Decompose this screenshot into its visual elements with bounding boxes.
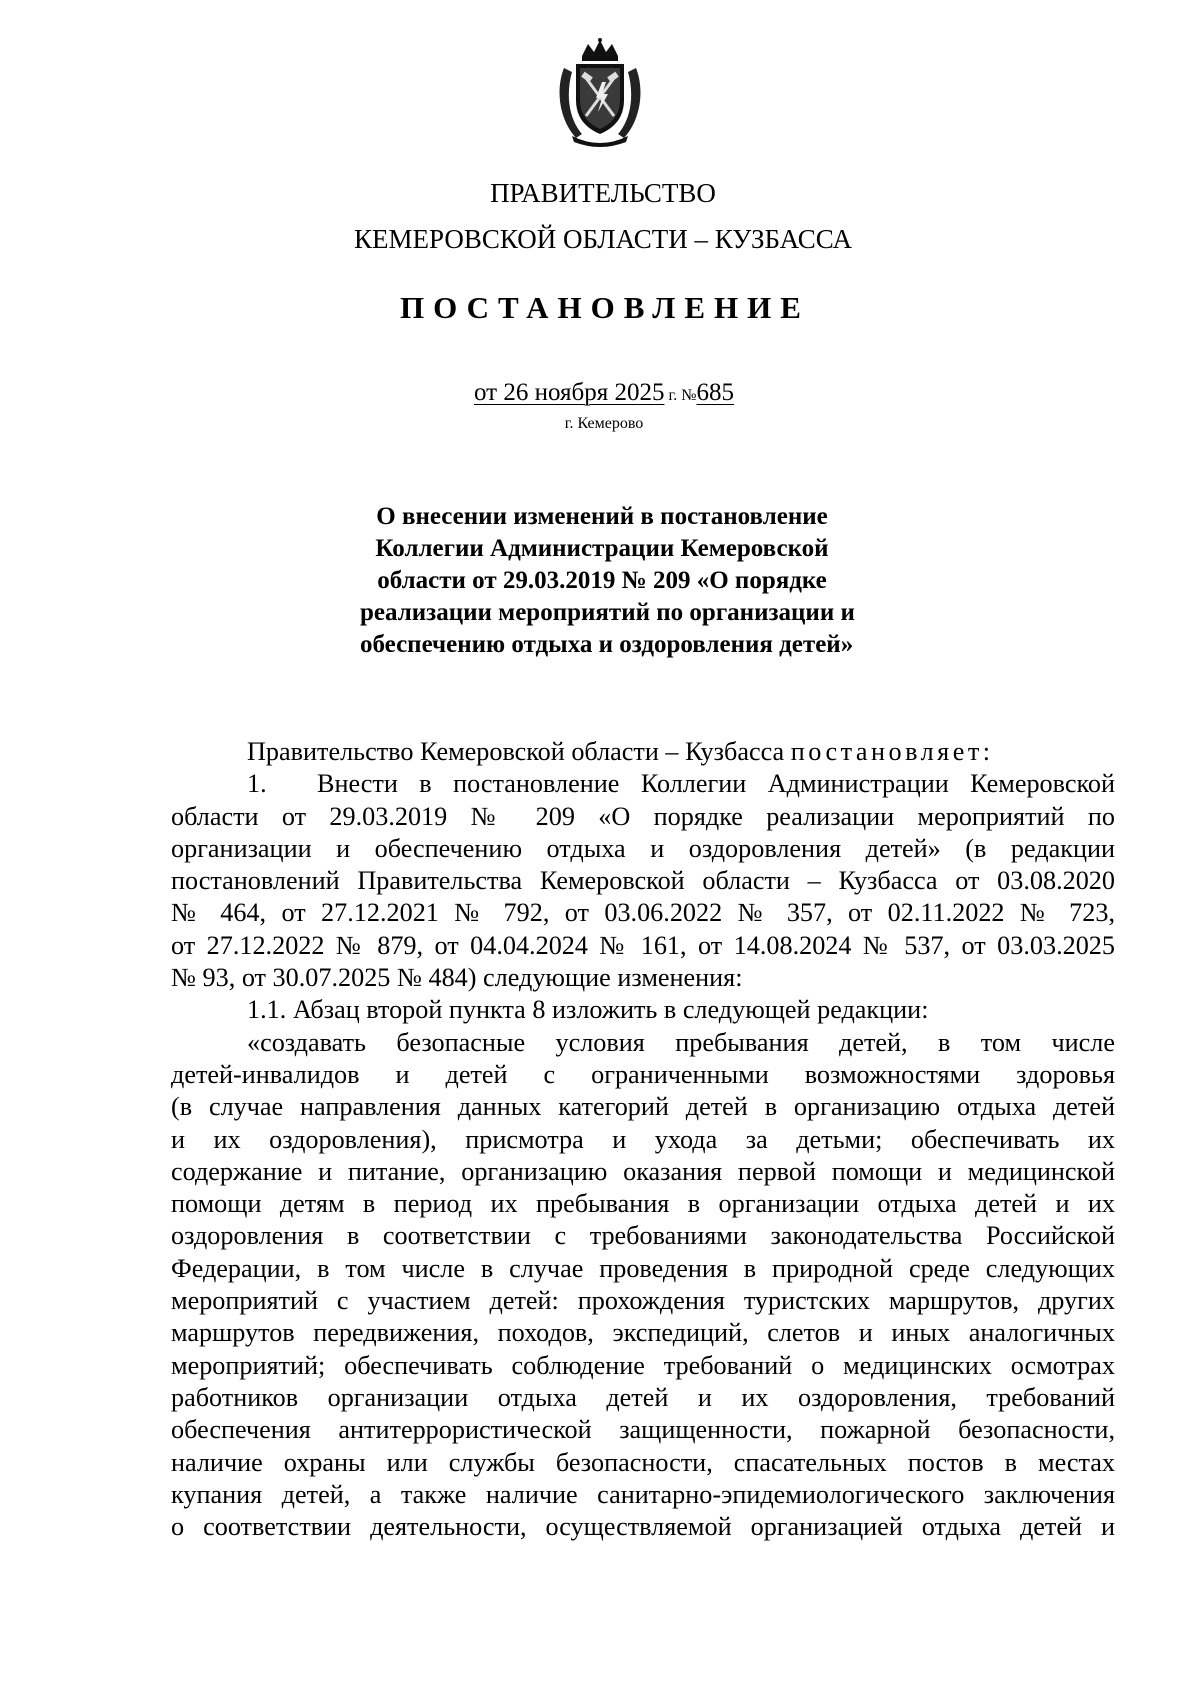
body-line: № 464, от 27.12.2021 № 792, от 03.06.2022 № 357, от 02.11.2022 № 723, [171, 898, 1115, 928]
quote-line: маршрутов передвижения, походов, экспедиций, слетов и иных аналогичных [171, 1318, 1115, 1348]
quote-line: мероприятий с участием детей: прохождения туристских маршрутов, других [171, 1286, 1115, 1316]
quote-line: оздоровления в соответствии с требованиями законодательства Российской [171, 1221, 1115, 1251]
region-name: КЕМЕРОВСКОЙ ОБЛАСТИ – КУЗБАССА [354, 224, 852, 254]
body-line: области от 29.03.2019 № 209 «О порядке реализации мероприятий по [171, 801, 1115, 831]
document-date: от 26 ноября 2025 [474, 379, 665, 406]
title-line: О внесении изменений в постановление [376, 503, 828, 530]
coat-of-arms-icon [552, 38, 648, 148]
number-sign: № [681, 387, 697, 404]
quote-line: Федерации, в том числе в случае проведения в природной среде следующих [171, 1253, 1115, 1283]
quote-line: помощи детям в период их пребывания в организации отдыха детей и их [171, 1189, 1115, 1219]
title-line: Коллегии Администрации Кемеровской [375, 535, 829, 562]
quote-first-line: «создавать безопасные условия пребывания детей, в том числе [247, 1027, 1115, 1057]
title-line: реализации мероприятий по организации и [360, 599, 855, 626]
body-line: № 93, от 30.07.2025 № 484) следующие изменения: [171, 963, 743, 993]
intro-paragraph [171, 736, 1115, 768]
document-type: ПОСТАНОВЛЕНИЕ [400, 290, 810, 325]
year-suffix: г. [668, 387, 678, 404]
quote-line: содержание и питание, организацию оказания первой помощи и медицинской [171, 1156, 1115, 1186]
body-line: постановлений Правительства Кемеровской области – Кузбасса от 03.08.2020 [171, 866, 1115, 896]
quote-line: (в случае направления данных категорий детей в организацию отдыха детей [171, 1092, 1115, 1122]
resolves-word: постановляет: [790, 737, 994, 766]
title-line: обеспечению отдыха и оздоровления детей» [360, 631, 854, 658]
date-number-line [0, 379, 1200, 407]
item-1-number: 1. [247, 769, 267, 799]
city: г. Кемерово [564, 415, 644, 432]
quote-line: купания детей, а также наличие санитарно-эпидемиологического заключения [171, 1479, 1115, 1509]
item-1-1: 1.1. Абзац второй пункта 8 изложить в следующей редакции: [247, 995, 929, 1025]
quote-line: работников организации отдыха детей и их оздоровления, требований [171, 1382, 1115, 1412]
quote-line: и их оздоровления), присмотра и ухода за детьми; обеспечивать их [171, 1124, 1115, 1154]
government-name: ПРАВИТЕЛЬСТВО [490, 178, 716, 208]
body-line: организации и обеспечению отдыха и оздоровления детей» (в редакции [171, 833, 1115, 863]
quote-line: о соответствии деятельности, осуществляемой организацией отдыха детей и [171, 1512, 1115, 1542]
title-line: области от 29.03.2019 № 209 «О порядке [377, 567, 827, 594]
quote-line: мероприятий; обеспечивать соблюдение требований о медицинских осмотрах [171, 1350, 1115, 1380]
document-number: 685 [696, 379, 734, 406]
body-line: от 27.12.2022 № 879, от 04.04.2024 № 161, от 14.08.2024 № 537, от 03.03.2025 [171, 930, 1115, 960]
document-body [171, 736, 1115, 1543]
kuzbass-emblem-graphic [552, 38, 648, 148]
quote-line: обеспечения антитеррористической защищенности, пожарной безопасности, [171, 1415, 1115, 1445]
item-1-first-line [171, 768, 1115, 800]
item-1-first-text: Внести в постановление Коллегии Администрации Кемеровской [317, 769, 1115, 799]
document-title [360, 501, 855, 661]
intro-text: Правительство Кемеровской области – Кузбасса [247, 737, 785, 766]
quote-line: детей-инвалидов и детей с ограниченными возможностями здоровья [171, 1059, 1115, 1089]
quote-line: наличие охраны или службы безопасности, спасательных постов в местах [171, 1447, 1115, 1477]
